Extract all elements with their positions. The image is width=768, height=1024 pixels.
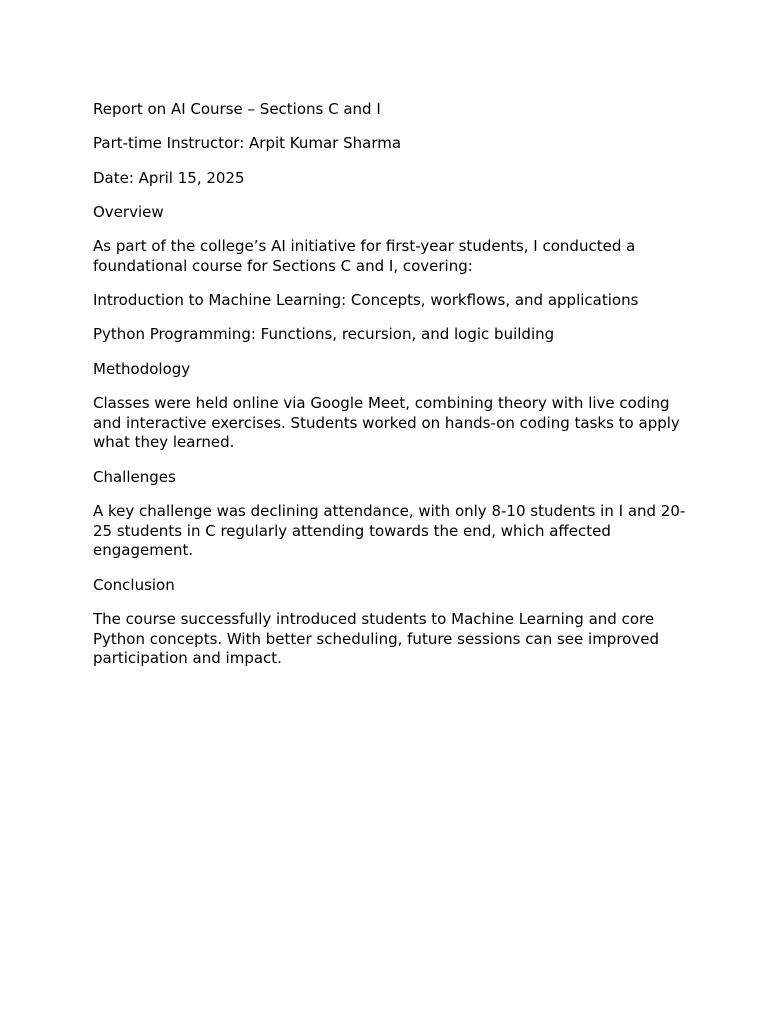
topic-python: Python Programming: Functions, recursion, and logic building — [93, 325, 555, 344]
overview-paragraph: As part of the college’s AI initiative for first-year students, I conducted a foundational course for Sections C and I, covering: — [93, 237, 636, 275]
date-line: Date: April 15, 2025 — [93, 168, 245, 187]
methodology-heading: Methodology — [93, 359, 191, 378]
instructor-line: Part-time Instructor: Arpit Kumar Sharma — [93, 134, 402, 153]
challenges-paragraph: A key challenge was declining attendance, with only 8-10 students in I and 20-25 students in C regularly attending towards the end, which affected engagement. — [93, 502, 686, 560]
topic-machine-learning: Introduction to Machine Learning: Concepts, workflows, and applications — [93, 291, 639, 310]
conclusion-heading: Conclusion — [93, 575, 175, 594]
overview-heading: Overview — [93, 202, 164, 221]
report-title: Report on AI Course – Sections C and I — [93, 100, 381, 118]
challenges-heading: Challenges — [93, 467, 176, 486]
conclusion-paragraph: The course successfully introduced students to Machine Learning and core Python concepts. With better scheduling, future sessions can see improved participation and impact. — [93, 610, 659, 668]
methodology-paragraph: Classes were held online via Google Meet, combining theory with live coding and interactive exercises. Students worked on hands-on coding tasks to apply what they learned. — [93, 394, 680, 452]
